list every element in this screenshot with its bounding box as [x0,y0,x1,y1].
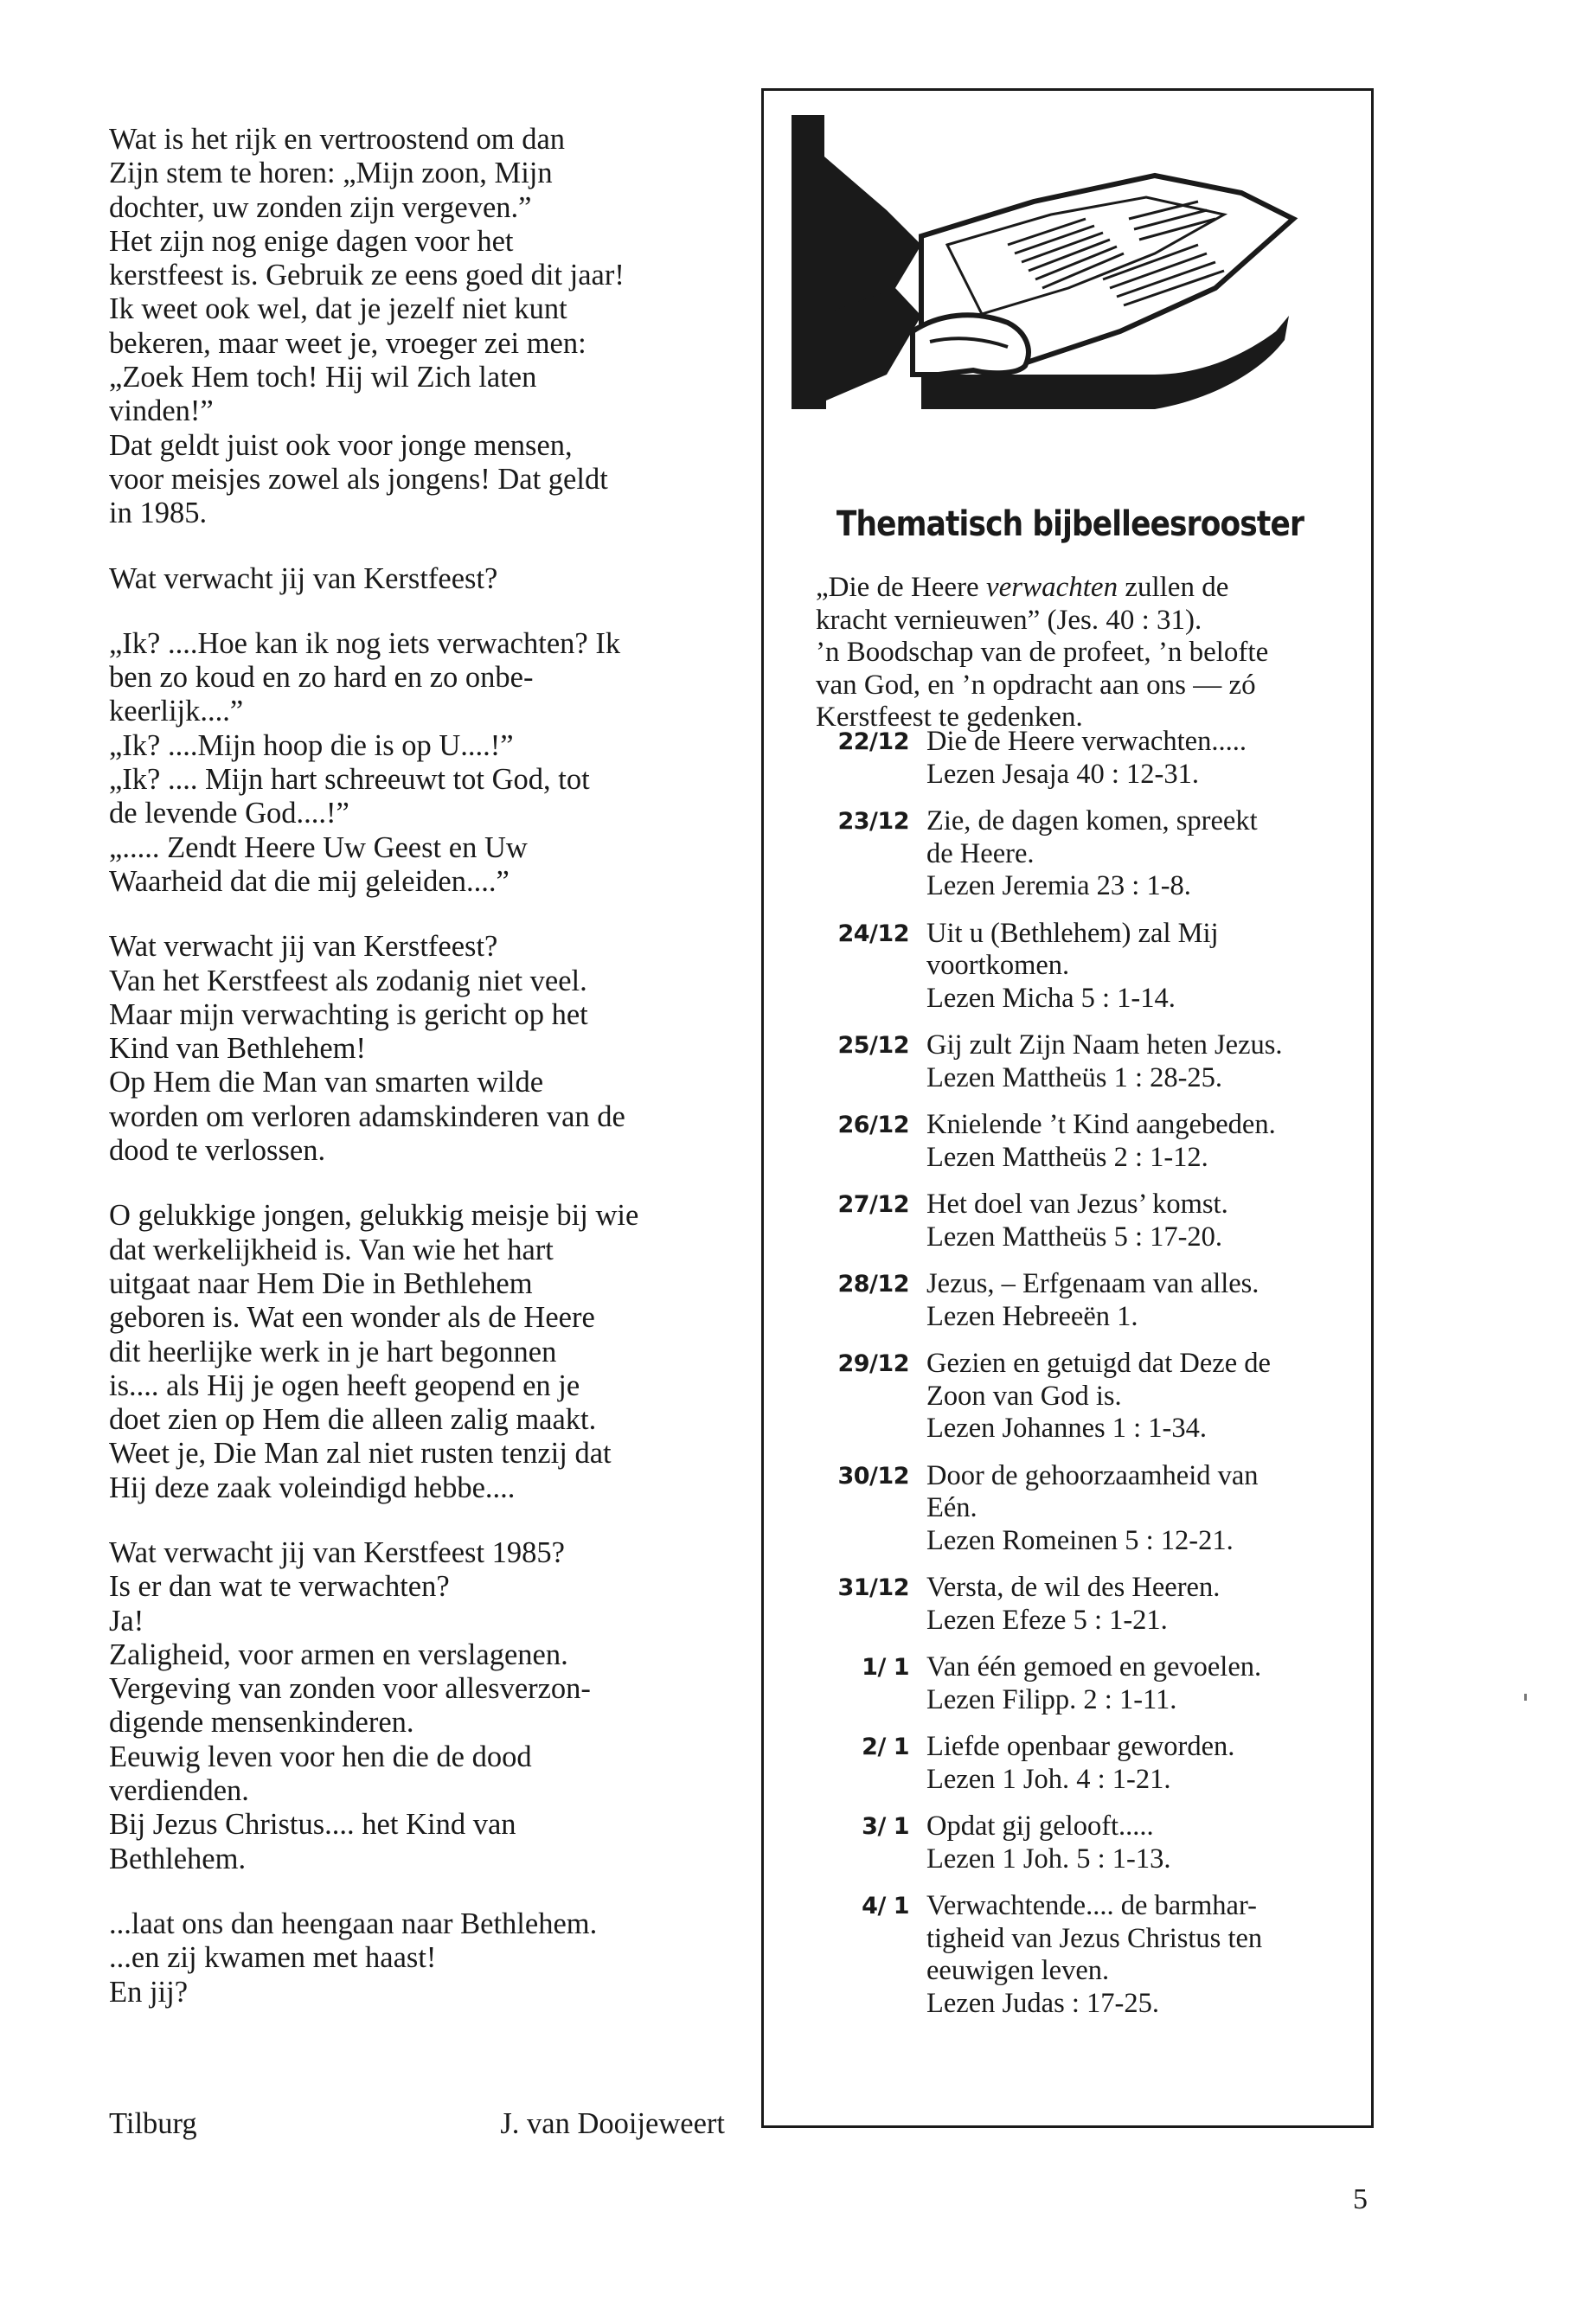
text-line: Wat verwacht jij van Kerstfeest? [109,561,498,595]
reading-schedule [816,726,1361,2035]
schedule-reading: Lezen Micha 5 : 1-14. [926,982,1176,1014]
intro-text: ’n Boodschap van de profeet, ’n belofte [816,637,1269,668]
schedule-text [926,1811,1361,1875]
schedule-text [926,1460,1361,1558]
text-line: Wat is het rijk en vertroostend om dan [109,123,566,156]
schedule-date: 26/12 [837,1112,909,1138]
schedule-reading: Lezen Jeremia 23 : 1-8. [926,870,1191,901]
schedule-line: Door de gehoorzaamheid van [926,1459,1259,1491]
schedule-line: de Heere. [926,837,1035,869]
schedule-entry [816,1268,1361,1333]
schedule-date: 31/12 [837,1574,909,1601]
schedule-date: 1/ 1 [862,1654,909,1681]
article-text [109,123,732,2041]
paragraph [109,930,732,1168]
schedule-entry [816,1731,1361,1796]
schedule-text [926,1109,1361,1174]
schedule-line: Knielende ’t Kind aangebeden. [926,1109,1276,1140]
signature-author: J. van Dooijeweert [500,2107,725,2140]
text-line: Hij deze zaak voleindigd hebbe.... [109,1471,516,1504]
schedule-reading: Lezen Romeinen 5 : 12-21. [926,1524,1234,1556]
text-line: Van het Kerstfeest als zodanig niet veel. [109,964,587,997]
schedule-line: Van één gemoed en gevoelen. [926,1651,1262,1682]
schedule-text [926,1268,1361,1333]
schedule-date: 28/12 [837,1271,909,1298]
schedule-reading: Lezen 1 Joh. 4 : 1-21. [926,1763,1171,1795]
schedule-text [926,1651,1361,1716]
paragraph [109,123,732,531]
schedule-line: eeuwigen leven. [926,1955,1110,1986]
text-line: dat werkelijkheid is. Van wie het hart [109,1233,554,1266]
text-line: dit heerlijke werk in je hart begonnen [109,1335,557,1368]
schedule-reading: Lezen Hebreeën 1. [926,1300,1138,1332]
text-line: kerstfeest is. Gebruik ze eens goed dit jaar! [109,259,625,292]
text-line: doet zien op Hem die alleen zalig maakt. [109,1403,597,1437]
text-line: ...laat ons dan heengaan naar Bethlehem. [109,1907,598,1940]
text-line: En jij? [109,1975,189,2009]
schedule-reading: Lezen Mattheüs 5 : 17-20. [926,1221,1223,1253]
text-line: ben zo koud en zo hard en zo onbe- [109,661,534,695]
schedule-line: Zoon van God is. [926,1380,1122,1412]
paragraph [109,627,732,899]
intro-line [816,637,1343,670]
schedule-line: voortkomen. [926,950,1070,981]
page-number: 5 [1353,2183,1368,2215]
text-line: voor meisjes zowel als jongens! Dat geldt [109,462,608,496]
text-line: Het zijn nog enige dagen voor het [109,224,514,258]
paragraph [109,1907,732,2009]
schedule-text [926,1189,1361,1253]
text-line: Wat verwacht jij van Kerstfeest? [109,930,498,964]
schedule-text [926,1731,1361,1796]
text-line: dochter, uw zonden zijn vergeven.” [109,190,532,224]
text-line: verdienden. [109,1774,249,1808]
box-intro [816,572,1343,734]
text-line: „Ik? ....Mijn hoop die is op U....!” [109,728,514,762]
text-line: in 1985. [109,497,208,530]
schedule-entry [816,1189,1361,1253]
signature-place: Tilburg [109,2107,197,2140]
text-line: „Ik? ....Hoe kan ik nog iets verwachten? Ik [109,626,621,660]
schedule-line: Gij zult Zijn Naam heten Jezus. [926,1029,1283,1061]
schedule-text [926,918,1361,1016]
schedule-reading: Lezen Jesaja 40 : 12-31. [926,758,1199,790]
schedule-text [926,1348,1361,1445]
intro-line [816,605,1343,638]
schedule-line: Opdat gij gelooft..... [926,1811,1154,1842]
text-line: „Ik? .... Mijn hart schreeuwt tot God, tot [109,763,590,797]
schedule-entry [816,1460,1361,1558]
text-line: Bethlehem. [109,1842,247,1875]
reading-schedule-box [761,88,1374,2128]
schedule-date: 3/ 1 [862,1813,909,1840]
text-line: Weet je, Die Man zal niet rusten tenzij dat [109,1437,612,1471]
text-line: dood te verlossen. [109,1134,326,1168]
schedule-date: 2/ 1 [862,1734,909,1760]
intro-line [816,572,1343,605]
schedule-entry [816,1572,1361,1637]
schedule-line: Uit u (Bethlehem) zal Mij [926,917,1219,949]
intro-emphasis: verwachten [985,572,1118,603]
text-line: „Zoek Hem toch! Hij wil Zich laten [109,361,537,394]
schedule-line: Die de Heere verwachten..... [926,726,1247,757]
text-line: O gelukkige jongen, gelukkig meisje bij wie [109,1199,639,1233]
schedule-entry [816,1890,1361,2020]
paragraph [109,1536,732,1876]
schedule-reading: Lezen Efeze 5 : 1-21. [926,1604,1168,1636]
text-line: Kind van Bethlehem! [109,1032,367,1066]
intro-text: kracht vernieuwen” (Jes. 40 : 31). [816,604,1202,636]
schedule-date: 27/12 [837,1191,909,1218]
text-line: Maar mijn verwachting is gericht op het [109,997,588,1031]
schedule-reading: Lezen Mattheüs 1 : 28-25. [926,1061,1223,1093]
text-line: Is er dan wat te verwachten? [109,1570,450,1604]
schedule-entry [816,805,1361,903]
schedule-date: 24/12 [837,920,909,947]
intro-text: Kerstfeest te gedenken. [816,702,1083,733]
text-line: Ja! [109,1604,144,1638]
text-line: uitgaat naar Hem Die in Bethlehem [109,1266,533,1300]
schedule-text [926,1029,1361,1094]
schedule-text [926,805,1361,903]
text-line: Dat geldt juist ook voor jonge mensen, [109,428,573,462]
schedule-line: Zie, de dagen komen, spreekt [926,805,1258,836]
schedule-date: 29/12 [837,1350,909,1377]
schedule-text [926,1572,1361,1637]
text-line: Waarheid dat die mij geleiden....” [109,864,510,898]
intro-text: zullen de [1118,572,1229,603]
schedule-line: Gezien en getuigd dat Deze de [926,1348,1271,1379]
text-line: keerlijk....” [109,695,244,728]
text-line: ...en zij kwamen met haast! [109,1941,437,1975]
text-line: Zaligheid, voor armen en verslagenen. [109,1638,568,1671]
text-line: is.... als Hij je ogen heeft geopend en je [109,1368,580,1402]
schedule-entry [816,1348,1361,1445]
schedule-reading: Lezen Mattheüs 2 : 1-12. [926,1141,1208,1173]
schedule-reading: Lezen 1 Joh. 5 : 1-13. [926,1843,1171,1875]
schedule-date: 23/12 [837,808,909,835]
box-title: Thematisch bijbelleesrooster [836,504,1304,544]
schedule-line: Liefde openbaar geworden. [926,1731,1235,1762]
text-line: de levende God....!” [109,797,349,830]
text-line: Vergeving van zonden voor allesverzon- [109,1672,591,1706]
schedule-text [926,726,1361,791]
schedule-line: Verwachtende.... de barmhar- [926,1890,1257,1921]
text-line: „..... Zendt Heere Uw Geest en Uw [109,830,528,864]
text-line: vinden!” [109,394,214,428]
text-line: worden om verloren adamskinderen van de [109,1099,625,1133]
schedule-date: 4/ 1 [862,1893,909,1920]
intro-text: „Die de Heere [816,572,986,603]
schedule-reading: Lezen Judas : 17-25. [926,1987,1159,2019]
schedule-entry [816,918,1361,1016]
text-line: Eeuwig leven voor hen die de dood [109,1740,532,1773]
text-line: digende mensenkinderen. [109,1706,414,1740]
text-line: bekeren, maar weet je, vroeger zei men: [109,326,586,360]
text-line: Bij Jezus Christus.... het Kind van [109,1808,516,1842]
schedule-line: Eén. [926,1492,977,1523]
schedule-entry [816,1811,1361,1875]
schedule-line: Het doel van Jezus’ komst. [926,1189,1228,1220]
paragraph [109,1199,732,1505]
schedule-text [926,1890,1361,2020]
schedule-entry [816,1109,1361,1174]
stray-mark [1524,1694,1527,1701]
text-line: Wat verwacht jij van Kerstfeest 1985? [109,1535,565,1569]
schedule-line: tigheid van Jezus Christus ten [926,1922,1263,1954]
text-line: Zijn stem te horen: „Mijn zoon, Mijn [109,157,553,190]
schedule-entry [816,1029,1361,1094]
schedule-line: Versta, de wil des Heeren. [926,1572,1221,1603]
schedule-date: 30/12 [837,1462,909,1490]
intro-text: van God, en ’n opdracht aan ons — zó [816,669,1256,701]
schedule-entry [816,1651,1361,1716]
text-line: geboren is. Wat een wonder als de Heere [109,1301,595,1335]
schedule-reading: Lezen Filipp. 2 : 1-11. [926,1683,1177,1715]
schedule-reading: Lezen Johannes 1 : 1-34. [926,1413,1208,1444]
schedule-line: Jezus, – Erfgenaam van alles. [926,1268,1259,1299]
schedule-date: 25/12 [837,1032,909,1059]
open-bible-icon [792,115,1302,452]
text-line: Op Hem die Man van smarten wilde [109,1066,544,1099]
schedule-date: 22/12 [837,728,909,755]
text-line: Ik weet ook wel, dat je jezelf niet kunt [109,292,567,326]
paragraph [109,562,732,596]
intro-line [816,670,1343,702]
schedule-entry [816,726,1361,791]
